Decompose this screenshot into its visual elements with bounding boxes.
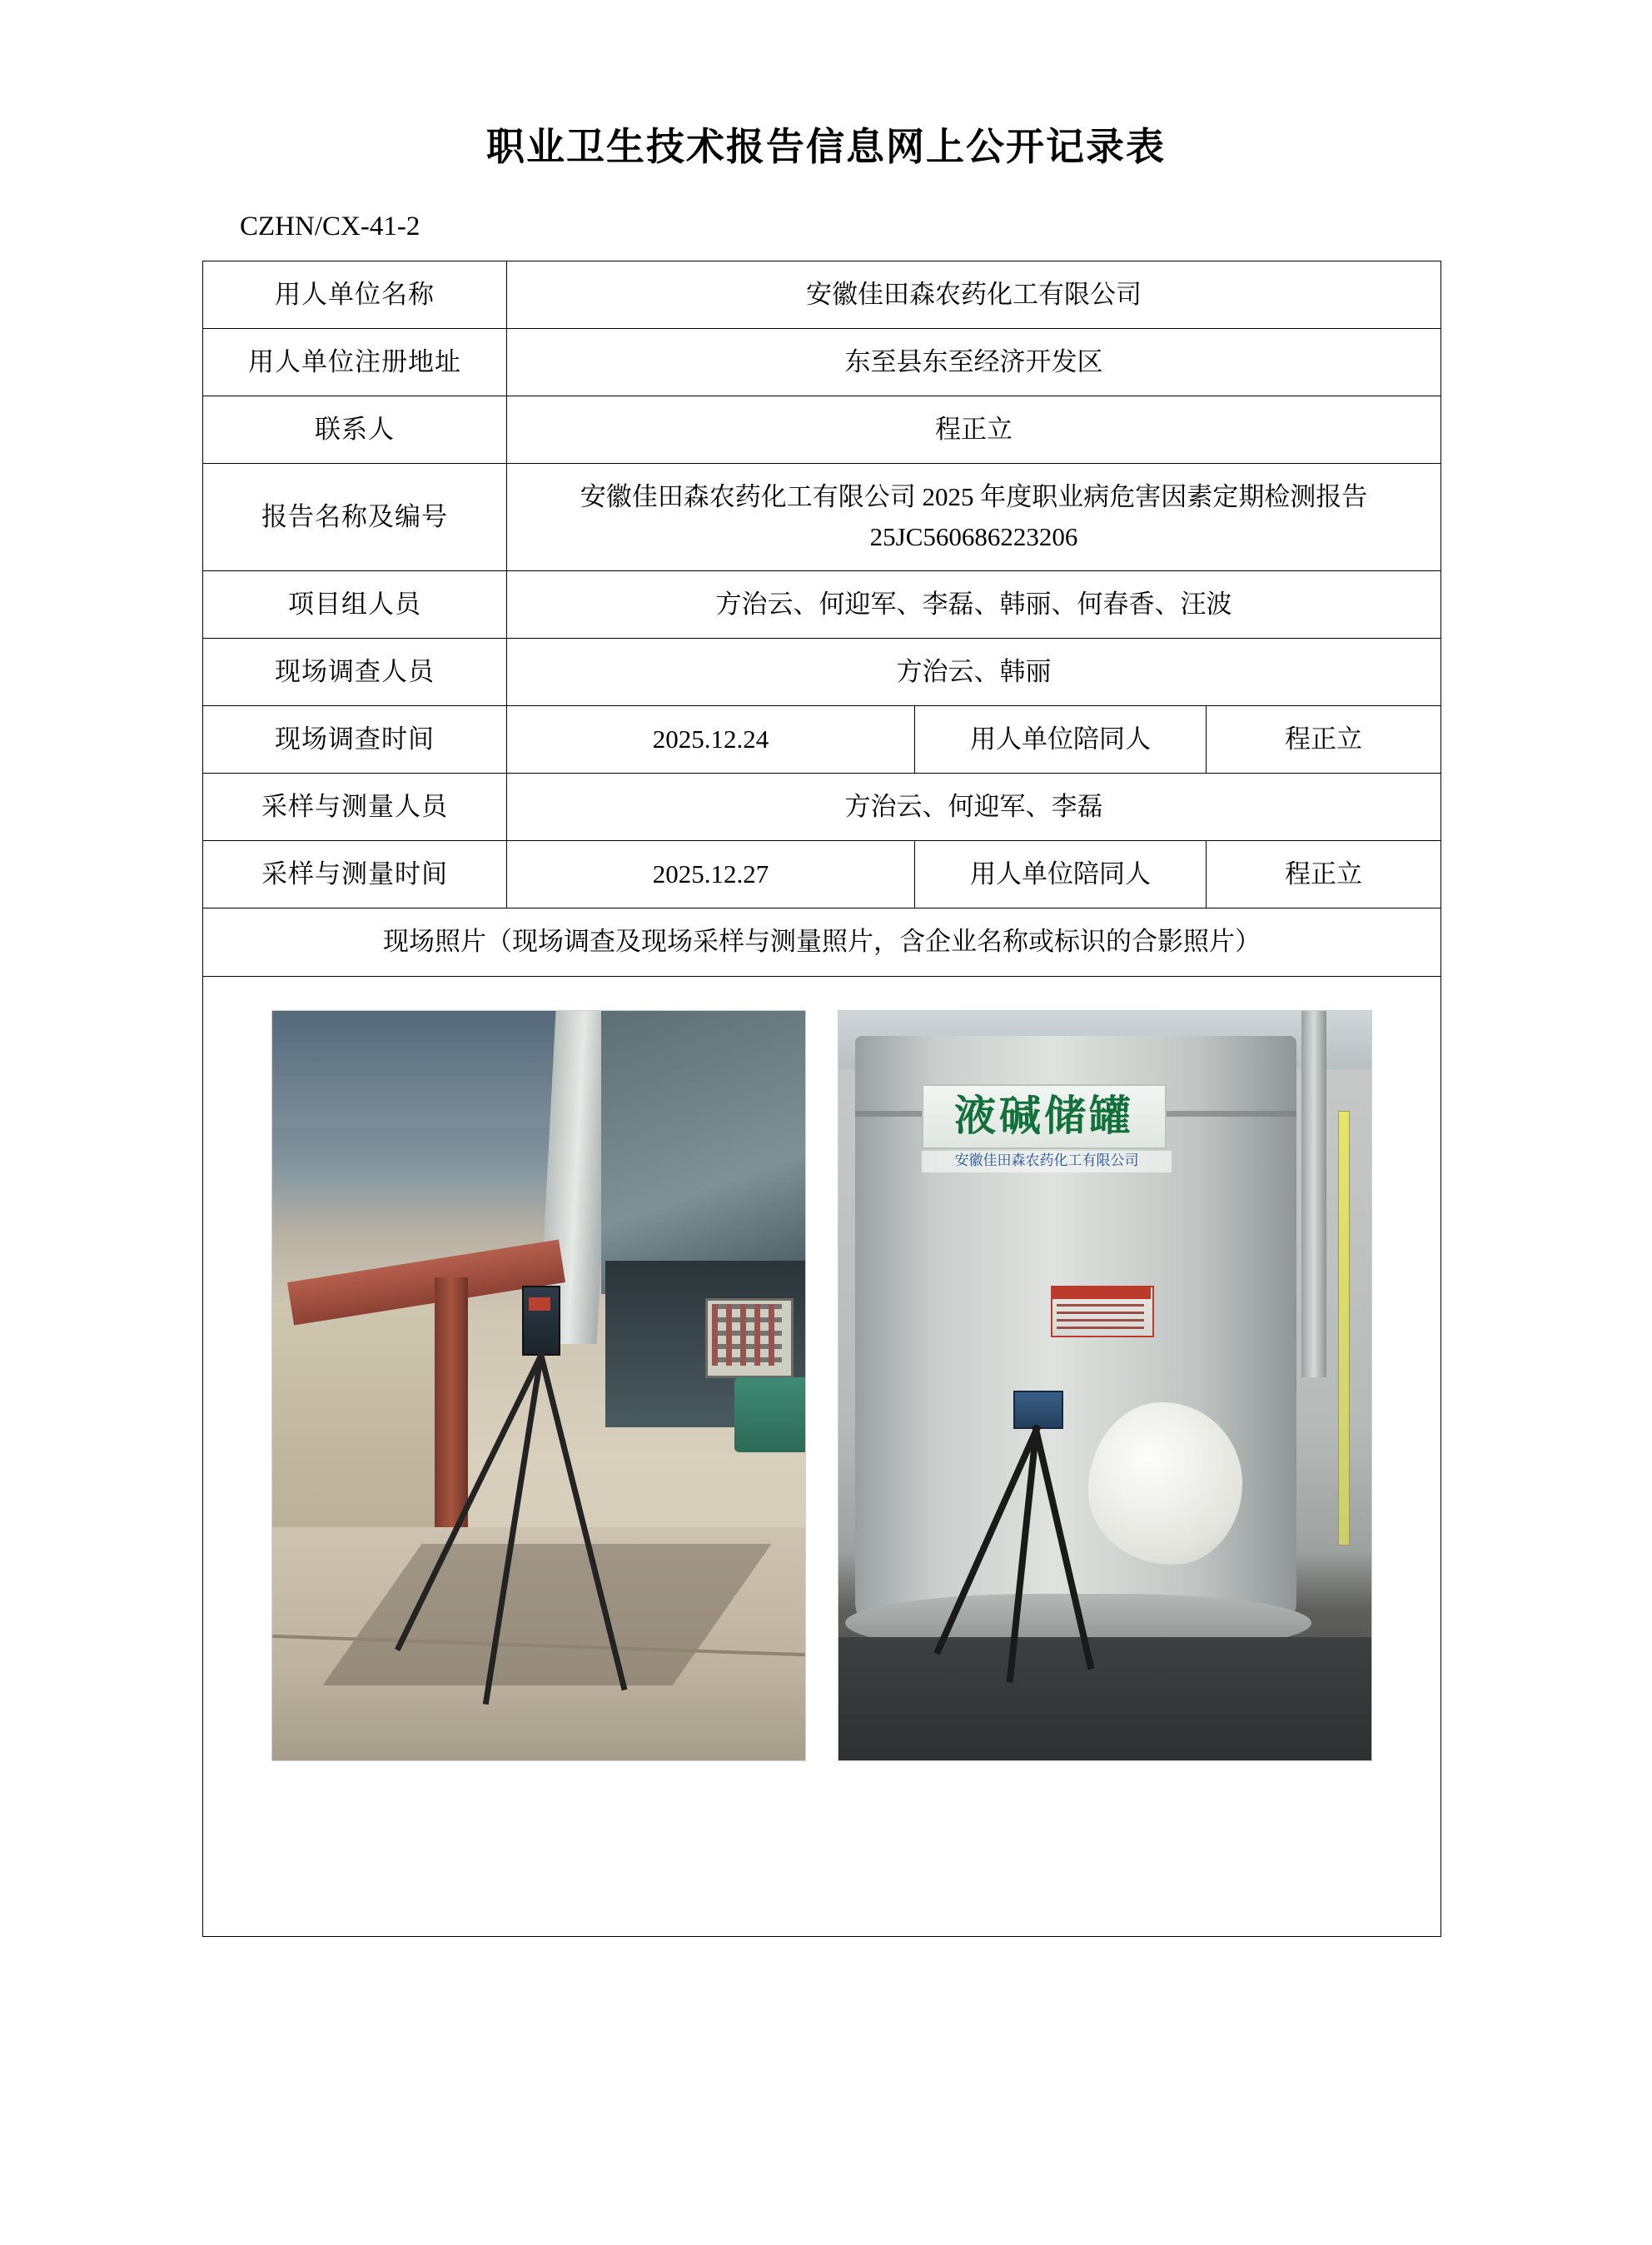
photo2-ground — [838, 1637, 1371, 1761]
row-label-employer-name: 用人单位名称 — [203, 261, 507, 329]
row-label-accompany-person-1: 用人单位陪同人 — [915, 706, 1207, 774]
row-value-sampling-staff: 方治云、何迎军、李磊 — [507, 774, 1441, 841]
report-code-line: 25JC560686223206 — [869, 522, 1078, 552]
photo2-tank-label: 液碱储罐 — [922, 1084, 1167, 1149]
table-row — [203, 774, 1441, 841]
photo1-machine — [601, 1011, 806, 1294]
row-label-accompany-person-2: 用人单位陪同人 — [915, 841, 1207, 908]
table-row — [203, 329, 1441, 396]
photo-gallery — [203, 977, 1441, 1761]
table-row — [203, 841, 1441, 908]
row-value-employer-name: 安徽佳田森农药化工有限公司 — [507, 261, 1441, 329]
row-label-contact-person: 联系人 — [203, 396, 507, 464]
row-label-project-team: 项目组人员 — [203, 571, 507, 639]
photo-section-header: 现场照片（现场调查及现场采样与测量照片，含企业名称或标识的合影照片） — [203, 908, 1441, 976]
table-row — [203, 464, 1441, 571]
photo2-warning-sign-text — [1057, 1304, 1144, 1329]
photo2-sampler-device — [1013, 1391, 1063, 1429]
record-table — [202, 261, 1441, 1937]
table-row-photo-header — [203, 908, 1441, 976]
row-value-contact-person: 程正立 — [507, 396, 1441, 464]
row-label-sampling-staff: 采样与测量人员 — [203, 774, 507, 841]
document-page — [0, 117, 1652, 2245]
form-code: CZHN/CX-41-2 — [240, 212, 420, 241]
photo2-white-sack — [1088, 1402, 1242, 1565]
table-row — [203, 571, 1441, 639]
row-value-investigation-date: 2025.12.24 — [507, 706, 915, 774]
row-label-investigation-date: 现场调查时间 — [203, 706, 507, 774]
report-name-line: 安徽佳田森农药化工有限公司 2025 年度职业病危害因素定期检测报告 — [580, 482, 1368, 512]
row-label-sampling-date: 采样与测量时间 — [203, 841, 507, 908]
row-value-project-team: 方治云、何迎军、李磊、韩丽、何春香、汪波 — [507, 571, 1441, 639]
photo-section-cell — [203, 976, 1441, 1936]
row-label-site-investigators: 现场调查人员 — [203, 639, 507, 706]
photo1-sampler-display — [529, 1297, 550, 1311]
page-title: 职业卫生技术报告信息网上公开记录表 — [486, 126, 1166, 168]
photo-alkali-tank-sampling — [838, 1010, 1372, 1761]
photo-cell-blank-space — [203, 1761, 1441, 1936]
photo2-warning-sign-header — [1051, 1286, 1151, 1299]
photo1-motor — [734, 1377, 806, 1452]
photo2-level-gauge — [1338, 1111, 1350, 1546]
row-value-site-investigators: 方治云、韩丽 — [507, 639, 1441, 706]
row-value-registered-address: 东至县东至经济开发区 — [507, 329, 1441, 396]
photo1-sampler-device — [522, 1286, 560, 1356]
row-value-accompany-person-1: 程正立 — [1207, 706, 1441, 774]
photo2-pipe — [1301, 1011, 1326, 1377]
table-row — [203, 396, 1441, 464]
photo2-tank-sublabel: 安徽佳田森农药化工有限公司 — [922, 1151, 1172, 1172]
row-label-registered-address: 用人单位注册地址 — [203, 329, 507, 396]
table-row-photos — [203, 976, 1441, 1936]
photo-workshop-sampling — [271, 1010, 806, 1761]
row-value-report-name-code — [507, 464, 1441, 571]
row-label-report-name-code: 报告名称及编号 — [203, 464, 507, 571]
table-row — [203, 706, 1441, 774]
row-value-accompany-person-2: 程正立 — [1207, 841, 1441, 908]
photo1-control-panel-buttons — [712, 1304, 782, 1366]
row-value-sampling-date: 2025.12.27 — [507, 841, 915, 908]
table-row — [203, 261, 1441, 329]
table-row — [203, 639, 1441, 706]
